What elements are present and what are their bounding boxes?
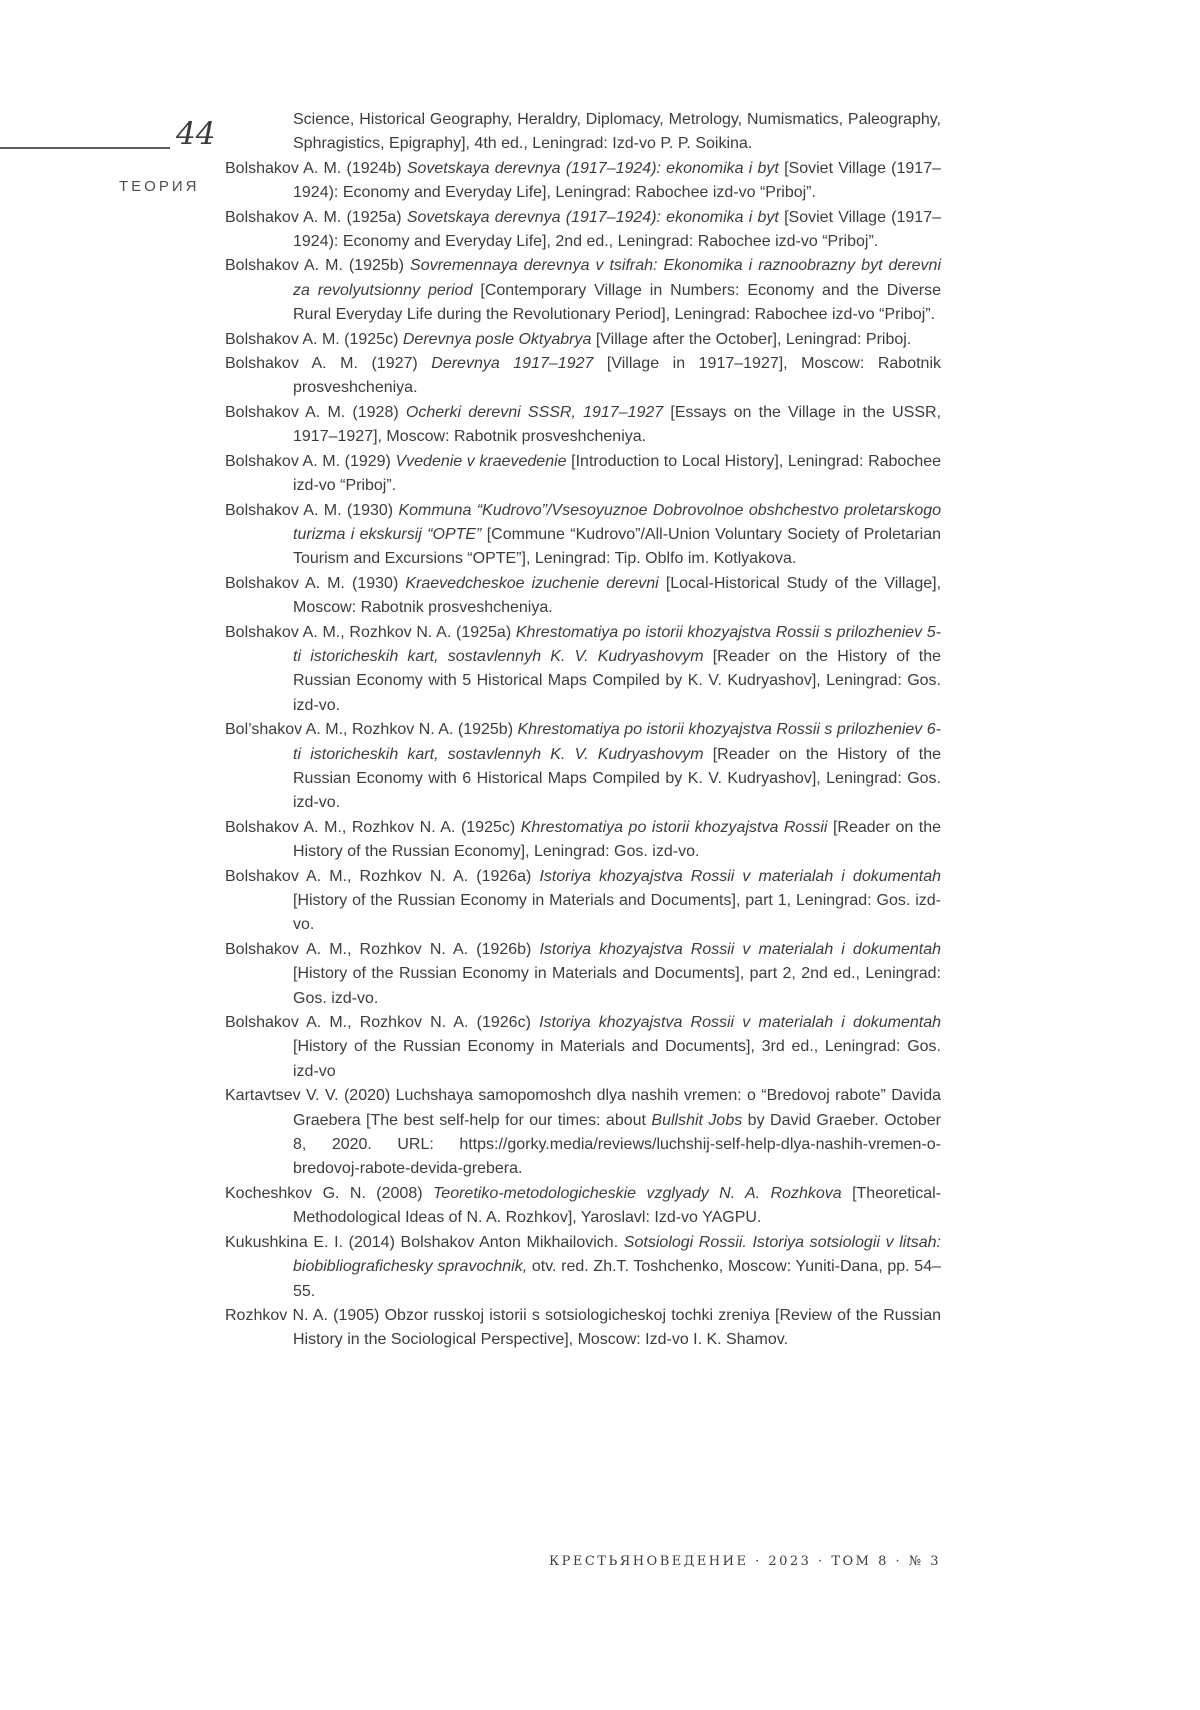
- reference-text: [History of the Russian Economy in Materials and Documents], 3rd ed., Leningrad: Gos. izd-vo: [293, 1038, 941, 1080]
- reference-title: Bullshit Jobs: [651, 1111, 743, 1129]
- reference-text: [Contemporary Village in Numbers: Economy and the Diverse Rural Everyday Life during the Revolutionary Period], Leningrad: Rabochee izd-vo “Priboj”.: [293, 281, 942, 324]
- reference-text: Bolshakov A. M. (1930): [225, 501, 399, 519]
- reference-title: Vvedenie v kraevedenie: [395, 452, 567, 470]
- reference-text: [Village in 1917–1927], Moscow: Rabotnik prosveshcheniya.: [293, 355, 941, 397]
- reference-entry: [225, 206, 941, 255]
- reference-title: Khrestomatiya po istorii khozyajstva Rossii s prilozheniev 6-ti istoricheskih kart, sostavlennyh K. V. Kudryashovym: [293, 721, 941, 763]
- reference-title: Kommuna “Kudrovo”/Vsesoyuznoe Dobrovolnoe obshchestvo proletarskogo turizma i ekskursij “OPTE”: [293, 501, 942, 543]
- reference-text: Kartavtsev V. V. (2020) Luchshaya samopomoshch dlya nashih vremen: o “Bredovoj rabote” Davida Graebera [The best self-help for our times: about: [225, 1087, 941, 1129]
- reference-entry: [225, 1182, 941, 1231]
- reference-text: Kukushkina E. I. (2014) Bolshakov Anton Mikhailovich.: [225, 1233, 624, 1251]
- reference-entry: [225, 1084, 941, 1182]
- reference-text: [Reader on the History of the Russian Economy], Leningrad: Gos. izd-vo.: [293, 818, 942, 861]
- reference-text: Bolshakov A. M. (1924b): [225, 159, 407, 177]
- reference-entry: [225, 254, 941, 327]
- reference-text: Bolshakov A. M., Rozhkov N. A. (1926b): [225, 940, 540, 958]
- reference-entry: [225, 401, 941, 450]
- reference-text: Bolshakov A. M. (1930): [225, 574, 406, 592]
- reference-text: Bolshakov A. M. (1925c): [225, 330, 403, 348]
- reference-title: Istoriya khozyajstva Rossii v materialah i dokumentah: [539, 867, 941, 885]
- reference-title: Sovetskaya derevnya (1917–1924): ekonomika i byt: [406, 159, 779, 177]
- reference-text: Bolshakov A. M. (1925b): [225, 257, 411, 275]
- reference-text: Science, Historical Geography, Heraldry, Diplomacy, Metrology, Numismatics, Paleography, Sphragistics, Epigraphy], 4th ed., Leningrad: Izd-vo P. P. Soikina.: [293, 111, 941, 153]
- reference-entry: [225, 865, 941, 938]
- reference-title: Derevnya 1917–1927: [431, 355, 594, 373]
- reference-text: [Introduction to Local History], Leningrad: Rabochee izd-vo “Priboj”.: [293, 452, 942, 495]
- reference-entry: [225, 938, 941, 1011]
- reference-title: Khrestomatiya po istorii khozyajstva Rossii: [520, 818, 828, 836]
- reference-text: Bolshakov A. M. (1925a): [225, 208, 407, 226]
- reference-text: [Soviet Village (1917–1924): Economy and Everyday Life], Leningrad: Rabochee izd-vo “Priboj”.: [293, 159, 942, 202]
- reference-entry: [225, 1011, 941, 1084]
- reference-title: Khrestomatiya po istorii khozyajstva Rossii s prilozheniev 5-ti istoricheskih kart, sostavlennyh K. V. Kudryashovym: [293, 623, 942, 665]
- reference-entry: [225, 816, 941, 865]
- reference-text: Bolshakov A. M., Rozhkov N. A. (1925c): [225, 818, 521, 836]
- reference-title: Kraevedcheskoe izuchenie derevni: [405, 574, 659, 592]
- reference-entry: [225, 352, 941, 401]
- reference-entry: [225, 328, 941, 352]
- reference-text: Bolshakov A. M., Rozhkov N. A. (1926c): [225, 1014, 540, 1032]
- reference-entry: [225, 108, 941, 157]
- reference-entry: [225, 1231, 941, 1304]
- reference-text: [Commune “Kudrovo”/All-Union Voluntary Society of Proletarian Tourism and Excursions “OPTE”], Leningrad: Tip. Oblfo im. Kotlyakova.: [293, 525, 941, 568]
- page-number: 44: [176, 116, 216, 152]
- reference-text: [Village after the October], Leningrad: Priboj.: [591, 330, 912, 348]
- reference-text: [Soviet Village (1917–1924): Economy and Everyday Life], 2nd ed., Leningrad: Rabochee izd-vo “Priboj”.: [293, 208, 942, 251]
- journal-footer: КРЕСТЬЯНОВЕДЕНИЕ · 2023 · ТОМ 8 · № 3: [549, 1554, 941, 1569]
- reference-text: by David Graeber. October 8, 2020. URL: https://gorky.media/reviews/luchshij-self-help-dlya-nashih-vremen-o-bredovoj-rabote-devida-grebera.: [293, 1111, 941, 1178]
- reference-text: [Local-Historical Study of the Village], Moscow: Rabotnik prosveshcheniya.: [293, 574, 942, 617]
- section-label: ТЕОРИЯ: [119, 178, 200, 195]
- page-number-rule: [0, 147, 170, 149]
- reference-entry: [225, 499, 941, 572]
- reference-text: Rozhkov N. A. (1905) Obzor russkoj istorii s sotsiologicheskoj tochki zreniya [Review of the Russian History in the Sociological Perspective], Moscow: Izd-vo I. K. Shamov.: [225, 1306, 941, 1349]
- reference-entry: [225, 157, 941, 206]
- reference-text: [History of the Russian Economy in Materials and Documents], part 2, 2nd ed., Leningrad: Gos. izd-vo.: [293, 965, 941, 1007]
- reference-title: Sovetskaya derevnya (1917–1924): ekonomika i byt: [406, 208, 779, 226]
- reference-text: [Theoretical-Methodological Ideas of N. A. Rozhkov], Yaroslavl: Izd-vo YAGPU.: [293, 1184, 941, 1227]
- reference-list: [225, 108, 941, 1353]
- reference-text: Bolshakov A. M. (1927): [225, 355, 432, 373]
- reference-text: otv. red. Zh.T. Toshchenko, Moscow: Yuniti-Dana, pp. 54–55.: [293, 1258, 941, 1300]
- reference-text: [Essays on the Village in the USSR, 1917–1927], Moscow: Rabotnik prosveshcheniya.: [293, 403, 942, 446]
- reference-entry: [225, 718, 941, 816]
- reference-title: Derevnya posle Oktyabrya: [402, 330, 592, 348]
- reference-text: Bol’shakov A. M., Rozhkov N. A. (1925b): [225, 721, 518, 739]
- reference-text: Bolshakov A. M., Rozhkov N. A. (1926a): [225, 867, 540, 885]
- reference-text: Bolshakov A. M. (1928): [225, 403, 406, 421]
- reference-entry: [225, 1304, 941, 1353]
- reference-text: [Reader on the History of the Russian Economy with 6 Historical Maps Compiled by K. V. Kudryashov], Leningrad: Gos. izd-vo.: [293, 745, 942, 812]
- reference-entry: [225, 450, 941, 499]
- reference-title: Ocherki derevni SSSR, 1917–1927: [405, 403, 664, 421]
- reference-title: Sotsiologi Rossii. Istoriya sotsiologii v litsah: biobibliografichesky spravochnik,: [293, 1233, 942, 1276]
- reference-text: [History of the Russian Economy in Materials and Documents], part 1, Leningrad: Gos. izd-vo.: [293, 892, 941, 934]
- reference-title: Sovremennaya derevnya v tsifrah: Ekonomika i raznoobrazny byt derevni za revolyutsionny period: [293, 257, 941, 299]
- reference-text: Bolshakov A. M., Rozhkov N. A. (1925a): [225, 623, 516, 641]
- reference-title: Teoretiko-metodologicheskie vzglyady N. A. Rozhkova: [432, 1184, 842, 1202]
- reference-title: Istoriya khozyajstva Rossii v materialah i dokumentah: [539, 1014, 942, 1032]
- reference-text: Kocheshkov G. N. (2008): [225, 1184, 433, 1202]
- reference-entry: [225, 572, 941, 621]
- reference-entry: [225, 621, 941, 719]
- reference-text: [Reader on the History of the Russian Economy with 5 Historical Maps Compiled by K. V. Kudryashov], Leningrad: Gos. izd-vo.: [293, 647, 942, 714]
- reference-title: Istoriya khozyajstva Rossii v materialah i dokumentah: [539, 940, 941, 958]
- reference-text: Bolshakov A. M. (1929): [225, 452, 396, 470]
